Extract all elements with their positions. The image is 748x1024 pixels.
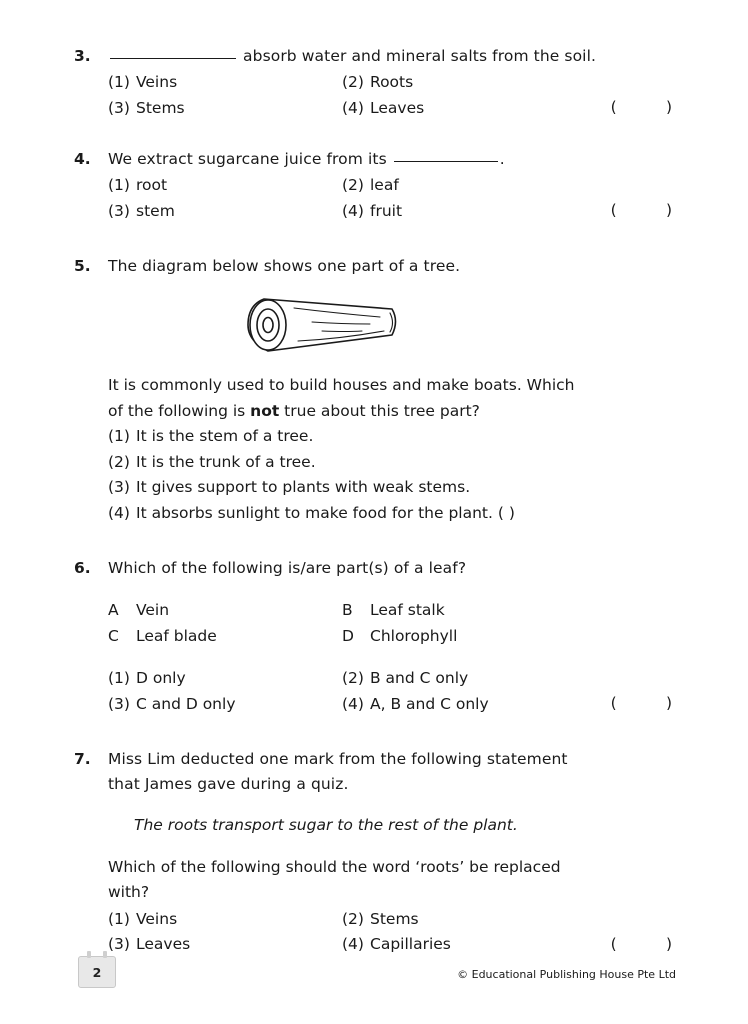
option-label: (2) bbox=[342, 176, 364, 194]
option-label: (4) bbox=[342, 935, 364, 953]
option-text[interactable]: It is the trunk of a tree. bbox=[136, 452, 316, 471]
page-footer bbox=[0, 938, 748, 1024]
option-label: (3) bbox=[108, 935, 130, 953]
option-text[interactable]: Stems bbox=[370, 909, 419, 928]
answer-bracket[interactable]: ( ) bbox=[610, 934, 672, 953]
option-label: (2) bbox=[342, 73, 364, 91]
question-4-options bbox=[108, 173, 686, 224]
option-label: (1) bbox=[108, 176, 130, 194]
option-text[interactable]: It absorbs sunlight to make food for the plant. ( ) bbox=[136, 503, 515, 522]
question-5 bbox=[74, 254, 686, 526]
option-text[interactable]: Veins bbox=[136, 73, 178, 91]
quoted-statement: The roots transport sugar to the rest of the plant. bbox=[134, 816, 518, 834]
option-text[interactable]: B and C only bbox=[370, 669, 469, 687]
question-5-options bbox=[108, 424, 686, 526]
item-text: Chlorophyll bbox=[370, 626, 458, 645]
question-3-options bbox=[108, 70, 686, 121]
option-label: (2) bbox=[108, 452, 130, 471]
option-text[interactable]: C and D only bbox=[136, 694, 236, 713]
option-text[interactable]: Capillaries bbox=[370, 935, 451, 953]
option-label: (3) bbox=[108, 694, 130, 713]
question-4-stem-text: We extract sugarcane juice from its bbox=[108, 150, 392, 168]
question-3-stem bbox=[108, 44, 686, 69]
question-6-number: 6. bbox=[74, 559, 91, 577]
question-6-options bbox=[108, 666, 686, 717]
question-3 bbox=[74, 44, 686, 121]
item-label: D bbox=[342, 626, 354, 645]
option-text[interactable]: root bbox=[136, 176, 168, 194]
option-label: (3) bbox=[108, 98, 130, 117]
answer-bracket[interactable]: ( ) bbox=[610, 201, 672, 219]
question-3-stem-text: absorb water and mineral salts from the soil. bbox=[238, 47, 597, 65]
option-text[interactable]: Stems bbox=[136, 98, 185, 117]
option-label: (1) bbox=[108, 73, 130, 91]
tree-trunk-log-diagram bbox=[108, 291, 686, 357]
copyright-notice: © Educational Publishing House Pte Ltd bbox=[457, 968, 676, 981]
page-number-tab: 2 bbox=[78, 956, 116, 988]
question-4-number: 4. bbox=[74, 150, 91, 168]
option-label: (3) bbox=[108, 478, 130, 496]
option-label: (4) bbox=[342, 201, 364, 220]
option-text[interactable]: D only bbox=[136, 669, 186, 687]
option-text[interactable]: It gives support to plants with weak stems. bbox=[136, 478, 471, 496]
option-label: (4) bbox=[342, 98, 364, 117]
question-7-stem-line1: Miss Lim deducted one mark from the following statement bbox=[108, 750, 568, 768]
option-text[interactable]: Veins bbox=[136, 909, 178, 928]
body-text-after: true about this tree part? bbox=[279, 401, 480, 420]
option-text[interactable]: fruit bbox=[370, 201, 403, 220]
option-text[interactable]: A, B and C only bbox=[370, 694, 489, 713]
option-text[interactable]: It is the stem of a tree. bbox=[136, 427, 314, 445]
option-text[interactable]: Roots bbox=[370, 73, 414, 91]
option-label: (1) bbox=[108, 669, 130, 687]
question-5-number: 5. bbox=[74, 257, 91, 275]
option-label: (4) bbox=[342, 694, 364, 713]
option-label: (2) bbox=[342, 669, 364, 687]
option-label: (3) bbox=[108, 201, 130, 220]
body-text-before: of the following is bbox=[108, 401, 251, 420]
question-7-number: 7. bbox=[74, 750, 91, 768]
answer-bracket[interactable]: ( ) bbox=[610, 694, 672, 712]
item-label: C bbox=[108, 626, 119, 645]
emphasis-not: not bbox=[250, 401, 280, 420]
question-7 bbox=[74, 747, 686, 958]
question-4-stem bbox=[108, 147, 686, 172]
question-5-body-line1: It is commonly used to build houses and make boats. Which bbox=[108, 376, 575, 394]
question-6-items bbox=[108, 598, 686, 649]
question-7-body-line2: with? bbox=[108, 883, 150, 901]
option-text[interactable]: Leaves bbox=[370, 98, 425, 117]
option-text[interactable]: stem bbox=[136, 201, 175, 220]
answer-bracket[interactable]: ( ) bbox=[610, 98, 672, 116]
question-7-body-line1: Which of the following should the word ‘roots’ be replaced bbox=[108, 857, 561, 876]
question-7-stem-line2: that James gave during a quiz. bbox=[108, 775, 349, 793]
answer-blank[interactable] bbox=[394, 161, 498, 162]
option-label: (1) bbox=[108, 427, 130, 445]
question-5-body-line2 bbox=[108, 399, 686, 425]
item-label: A bbox=[108, 601, 119, 619]
option-label: (2) bbox=[342, 909, 364, 928]
answer-blank[interactable] bbox=[110, 58, 236, 59]
option-text[interactable]: leaf bbox=[370, 176, 399, 194]
item-label: B bbox=[342, 601, 353, 619]
question-4-stem-end: . bbox=[499, 150, 505, 168]
option-label: (4) bbox=[108, 503, 130, 522]
option-label: (1) bbox=[108, 909, 130, 928]
item-text: Vein bbox=[136, 601, 170, 619]
question-5-stem: The diagram below shows one part of a tree. bbox=[108, 257, 461, 275]
question-4 bbox=[74, 147, 686, 224]
question-6 bbox=[74, 556, 686, 717]
question-6-stem: Which of the following is/are part(s) of a leaf? bbox=[108, 559, 467, 577]
question-3-number: 3. bbox=[74, 47, 91, 65]
option-text[interactable]: Leaves bbox=[136, 935, 191, 953]
item-text: Leaf stalk bbox=[370, 601, 445, 619]
item-text: Leaf blade bbox=[136, 626, 217, 645]
